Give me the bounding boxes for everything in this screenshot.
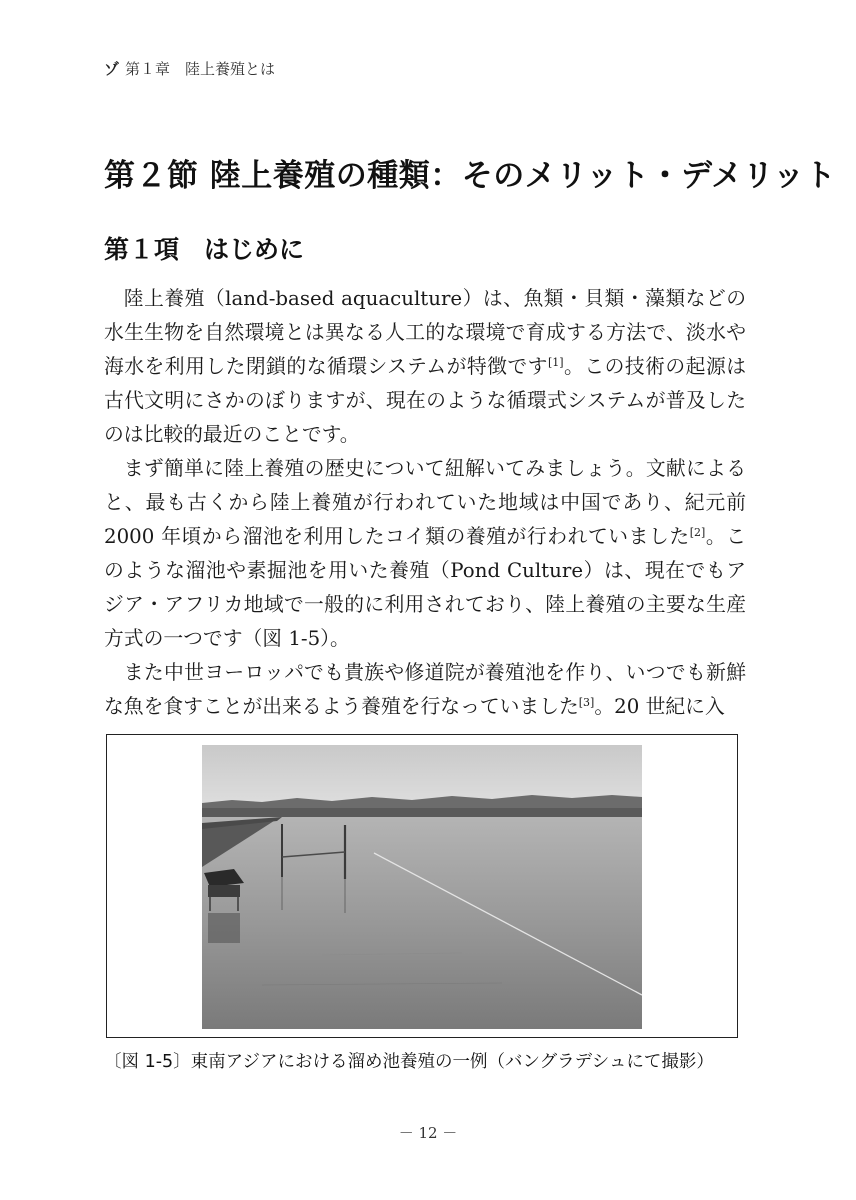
running-header <box>104 58 275 79</box>
paragraph-2-text-a: まず簡単に陸上養殖の歴史について紐解いてみましょう。文献によると、最も古くから陸上養殖が行われていた地域は中国であり、紀元前 2000 年頃から溜池を利用したコイ類の養殖が行われていました <box>104 457 746 548</box>
chapter-label: 第１章 陸上養殖とは <box>125 60 276 78</box>
figure-frame <box>106 734 738 1038</box>
body-text <box>104 282 746 724</box>
paragraph-3 <box>104 656 746 724</box>
paragraph-2-text-b: 。このような溜池や素掘池を用いた養殖（Pond Culture）は、現在でもアジア・アフリカ地域で一般的に利用されており、陸上養殖の主要な生産方式の一つです（図 1-5）。 <box>104 525 746 650</box>
reference-marker-2: [2] <box>689 526 706 539</box>
section-title: 第２節 陸上養殖の種類：そのメリット・デメリット <box>104 158 837 194</box>
reference-marker-1: [1] <box>547 356 564 369</box>
subsection-title: 第１項 はじめに <box>104 235 305 264</box>
figure-caption: 〔図 1-5〕東南アジアにおける溜め池養殖の一例（バングラデシュにて撮影） <box>104 1052 714 1072</box>
paragraph-1-text-a: 陸上養殖（land-based aquaculture）は、魚類・貝類・藻類などの水生生物を自然環境とは異なる人工的な環境で育成する方法で、淡水や海水を利用した閉鎖的な循環システムが特徴です <box>104 287 746 378</box>
paragraph-1-text-b: 。この技術の起源は古代文明にさかのぼりますが、現在のような循環式システムが普及したのは比較的最近のことです。 <box>104 355 746 446</box>
chapter-mark-icon: ゾ <box>104 60 120 78</box>
paragraph-2 <box>104 452 746 656</box>
paragraph-1 <box>104 282 746 452</box>
paragraph-3-text-a: また中世ヨーロッパでも貴族や修道院が養殖池を作り、いつでも新鮮な魚を食すことが出来るよう養殖を行なっていました <box>104 661 746 718</box>
page-number: － 12 － <box>398 1124 458 1142</box>
reference-marker-3: [3] <box>578 696 595 709</box>
paragraph-3-text-b: 。20 世紀に入 <box>594 695 725 718</box>
pond-photo <box>202 745 642 1029</box>
